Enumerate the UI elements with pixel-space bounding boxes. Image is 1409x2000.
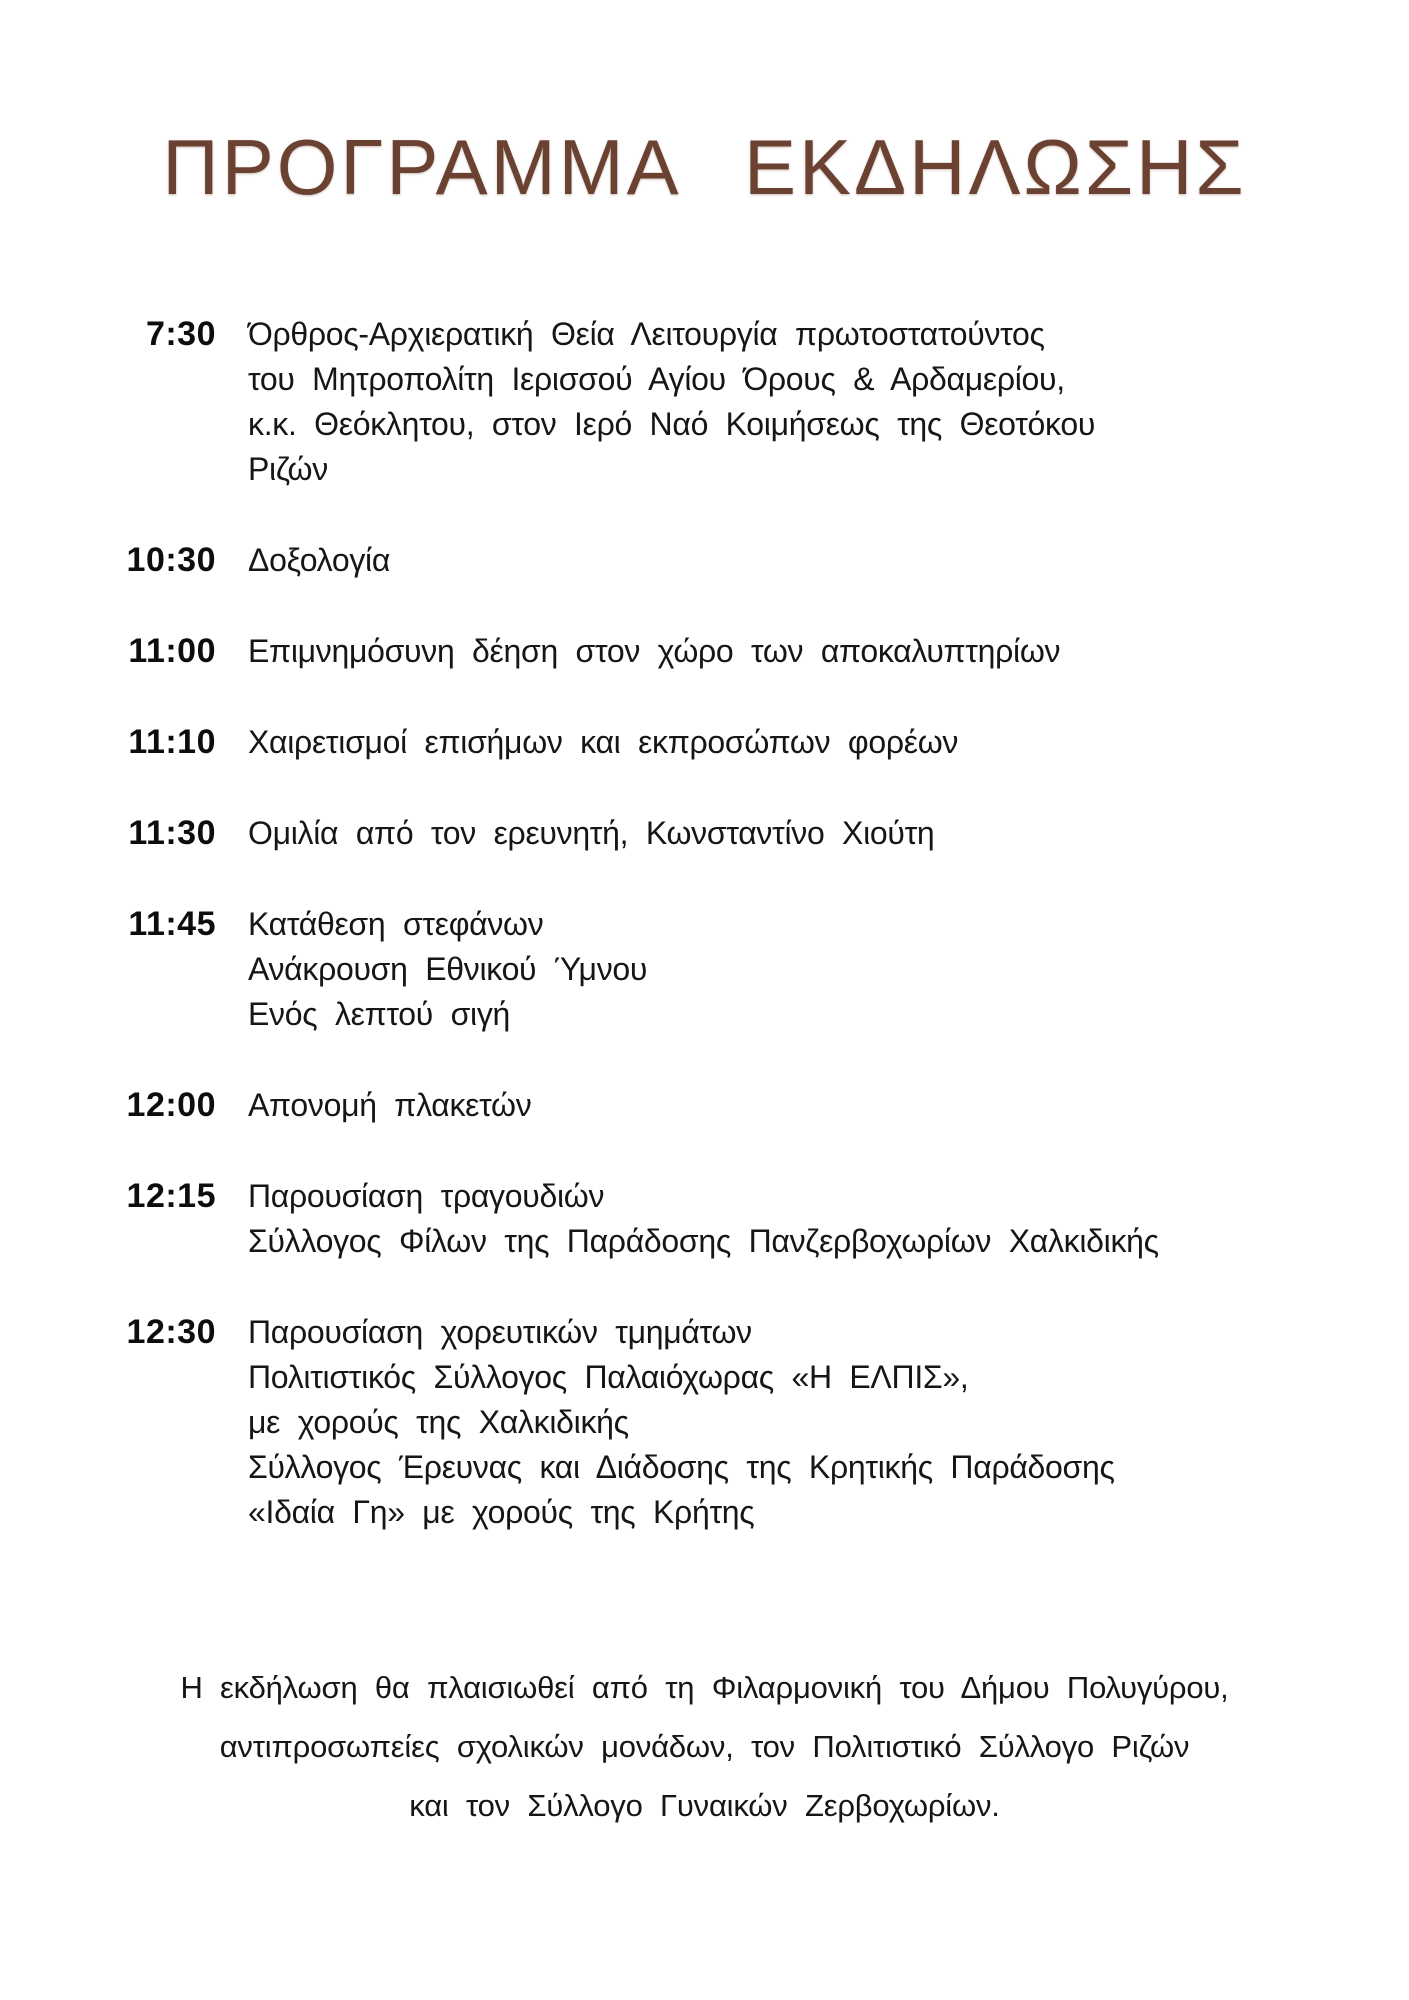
- description-line: Κατάθεση στεφάνων: [248, 906, 544, 942]
- page-title: ΠΡΟΓΡΑΜΜΑ ΕΚΔΗΛΩΣΗΣ: [162, 123, 1247, 211]
- event-description: [248, 538, 390, 583]
- footer-line: αντιπροσωπείες σχολικών μονάδων, τον Πολιτιστικό Σύλλογο Ριζών: [219, 1729, 1190, 1764]
- time-label: 11:45: [128, 905, 216, 943]
- description-line: Πολιτιστικός Σύλλογος Παλαιόχωρας «Η ΕΛΠΙΣ»,: [248, 1359, 969, 1395]
- event-description: [248, 629, 1060, 674]
- description-line: του Μητροπολίτη Ιερισσού Αγίου Όρους & Αρδαμερίου,: [248, 361, 1065, 397]
- event-description: [248, 1174, 1159, 1264]
- footer-line: Η εκδήλωση θα πλαισιωθεί από τη Φιλαρμονική του Δήμου Πολυγύρου,: [180, 1670, 1229, 1705]
- event-description: [248, 1083, 531, 1128]
- description-line: Όρθρος-Αρχιερατική Θεία Λειτουργία πρωτοστατούντος: [248, 316, 1045, 352]
- description-line: Δοξολογία: [248, 542, 391, 578]
- event-description: [248, 902, 647, 1037]
- schedule-item: [88, 902, 1349, 1037]
- event-description: [248, 1310, 1115, 1535]
- time-label: 7:30: [145, 315, 216, 353]
- event-description: [248, 811, 934, 856]
- description-line: Απονομή πλακετών: [248, 1087, 532, 1123]
- schedule-item: [88, 811, 1349, 856]
- time-label: 11:10: [128, 723, 216, 761]
- schedule-item: [88, 1174, 1349, 1264]
- footer-note: [70, 1658, 1339, 1835]
- description-line: «Ιδαία Γη» με χορούς της Κρήτης: [248, 1494, 755, 1530]
- schedule-item: [88, 720, 1349, 765]
- description-line: κ.κ. Θεόκλητου, στον Ιερό Ναό Κοιμήσεως της Θεοτόκου: [248, 406, 1096, 442]
- time-label: 11:30: [128, 814, 216, 852]
- description-line: με χορούς της Χαλκιδικής: [248, 1404, 629, 1440]
- time-label: 11:00: [128, 632, 216, 670]
- description-line: Παρουσίαση χορευτικών τμημάτων: [248, 1314, 752, 1350]
- time-label: 12:15: [126, 1177, 216, 1215]
- description-line: Ανάκρουση Εθνικού Ύμνου: [248, 951, 648, 987]
- schedule-list: [88, 312, 1349, 1581]
- description-line: Ομιλία από τον ερευνητή, Κωνσταντίνο Χιούτη: [248, 815, 935, 851]
- time-label: 12:00: [126, 1086, 216, 1124]
- event-description: [248, 312, 1095, 492]
- schedule-item: [88, 1310, 1349, 1535]
- time-label: 12:30: [126, 1313, 216, 1351]
- description-line: Χαιρετισμοί επισήμων και εκπροσώπων φορέων: [248, 724, 959, 760]
- description-line: Σύλλογος Έρευνας και Διάδοσης της Κρητικής Παράδοσης: [248, 1449, 1115, 1485]
- description-line: Παρουσίαση τραγουδιών: [248, 1178, 605, 1214]
- schedule-item: [88, 1083, 1349, 1128]
- time-label: 10:30: [126, 541, 216, 579]
- description-line: Ριζών: [248, 451, 328, 487]
- description-line: Σύλλογος Φίλων της Παράδοσης Πανζερβοχωρίων Χαλκιδικής: [248, 1223, 1159, 1259]
- description-line: Ενός λεπτού σιγή: [248, 996, 511, 1032]
- description-line: Επιμνημόσυνη δέηση στον χώρο των αποκαλυπτηρίων: [248, 633, 1061, 669]
- footer-line: και τον Σύλλογο Γυναικών Ζερβοχωρίων.: [409, 1788, 1000, 1823]
- schedule-item: [88, 538, 1349, 583]
- event-description: [248, 720, 958, 765]
- schedule-item: [88, 629, 1349, 674]
- schedule-item: [88, 312, 1349, 492]
